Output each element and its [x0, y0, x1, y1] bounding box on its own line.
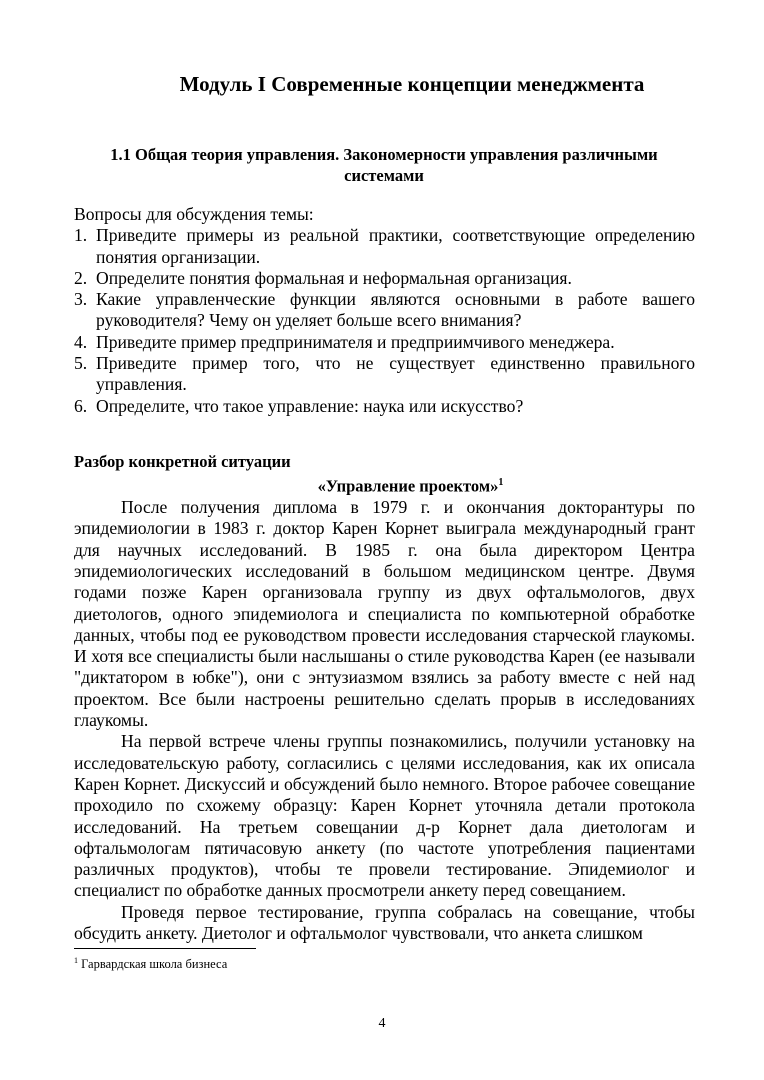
footnote-reference: 1 — [498, 477, 504, 489]
questions-list — [74, 225, 695, 417]
case-heading: Разбор конкретной ситуации — [74, 451, 291, 471]
question-item: 1. Приведите примеры из реальной практики, соответствующие определению понятия организации. — [74, 225, 695, 267]
question-item: 2. Определите понятия формальная и неформальная организация. — [74, 267, 572, 288]
case-paragraph: После получения диплома в 1979 г. и окончания докторантуры по эпидемиологии в 1983 г. доктор Карен Корнет выиграла международный грант для научных исследований. В 1985 г. она была директором Центра эпидемиологических исследований в большом медицинском центре. Двумя годами позже Карен организовала группу из двух офтальмологов, двух диетологов, одного эпидемиолога и специалиста по компьютерной обработке данных, чтобы под ее руководством провести исследования старческой глаукомы. И хотя все специалисты были наслышаны о стиле руководства Карен (ее называли "диктатором в юбке"), они с энтузиазмом взялись за работу вместе с ней над проектом. Все были настроены решительно сделать прорыв в исследованиях глаукомы. — [74, 497, 695, 731]
module-title: Модуль I Современные концепции менеджмента — [179, 72, 645, 96]
case-paragraph: На первой встрече члены группы познакомились, получили установку на исследовательскую работу, согласились с целями исследования, как их описала Карен Корнет. Дискуссий и обсуждений было немного. Второе рабочее совещание проходило по схожему образцу: Карен Корнет уточняла детали протокола исследований. На третьем совещании д-р Корнет дала диетологам и офтальмологам пятичасовую анкету (по частоте употребления пациентами различных продуктов), чтобы те провели тестирование. Эпидемиолог и специалист по обработке данных просмотрели анкету перед совещанием. — [74, 731, 695, 901]
question-item: 4. Приведите пример предпринимателя и предприимчивого менеджера. — [74, 331, 615, 352]
question-item: 6. Определите, что такое управление: наука или искусство? — [74, 395, 524, 416]
case-title: «Управление проектом»$^1$ — [317, 476, 504, 496]
footnote: $^1$ Гарвардская школа бизнеса — [74, 956, 228, 972]
page-content — [74, 204, 695, 944]
page-number: 4 — [378, 1016, 386, 1031]
question-item: 5. Приведите пример того, что не существует единственно правильного управления. — [74, 353, 695, 395]
section-title: 1.1 Общая теория управления. Закономерности управления различными системами — [110, 145, 658, 185]
question-item: 3. Какие управленческие функции являются основными в работе вашего руководителя? Чему он уделяет больше всего внимания? — [74, 289, 695, 331]
case-paragraph: Проведя первое тестирование, группа собралась на совещание, чтобы обсудить анкету. Диетолог и офтальмолог чувствовали, что анкета слишком — [74, 901, 695, 943]
questions-heading: Вопросы для обсуждения темы: — [74, 204, 314, 224]
footnote-divider — [74, 948, 256, 949]
